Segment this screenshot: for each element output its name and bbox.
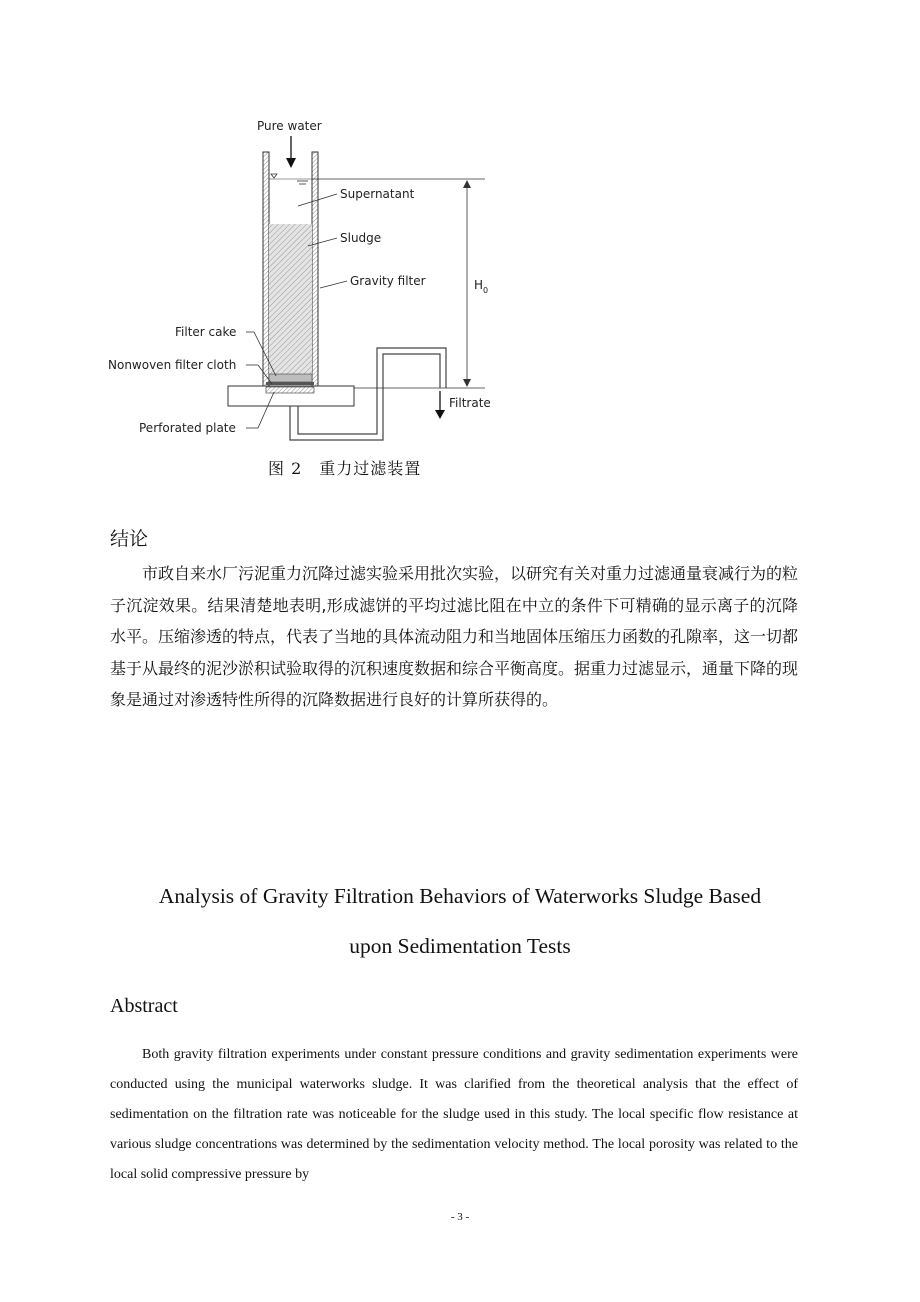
label-perforated-plate: Perforated plate bbox=[139, 421, 236, 435]
pure-water-arrow bbox=[286, 136, 296, 168]
label-h0-main: H bbox=[474, 278, 484, 292]
label-filter-cake: Filter cake bbox=[175, 325, 237, 339]
water-level-mark bbox=[269, 174, 312, 184]
abstract-heading: Abstract bbox=[110, 995, 178, 1017]
label-supernatant: Supernatant bbox=[340, 187, 415, 201]
conclusion-paragraph: 市政自来水厂污泥重力沉降过滤实验采用批次实验，以研究有关对重力过滤通量衰减行为的粒子沉淀效果。结果清楚地表明,形成滤饼的平均过滤比阻在中立的条件下可精确的显示离子的沉降水平。压缩渗透的特点，代表了当地的具体流动阻力和当地固体压缩压力函数的孔隙率，这一切都基于从最终的泥沙淤积试验取得的沉积速度数据和综合平衡高度。据重力过滤显示，通量下降的现象是通过对渗透特性所得的沉降数据进行良好的计算所获得的。 bbox=[110, 564, 799, 709]
sludge-region bbox=[269, 224, 312, 376]
label-h0-sub: 0 bbox=[483, 286, 489, 295]
filter-cloth bbox=[266, 382, 314, 385]
label-h0 bbox=[474, 278, 488, 295]
filtrate-arrow bbox=[435, 391, 445, 419]
abstract-paragraph: Both gravity filtration experiments under constant pressure conditions and gravity sedimentation experiments were conducted using the municipal waterworks sludge. It was clarified from the theoretical analysis that the effect of sedimentation on the filtration rate was noticeable for the sludge used in this study. The local specific flow resistance at various sludge concentrations was determined by the sedimentation velocity method. The local porosity was related to the local solid compressive pressure by bbox=[110, 1047, 798, 1182]
perforated-plate bbox=[266, 387, 314, 393]
label-sludge: Sludge bbox=[340, 231, 382, 245]
paper-title-line-1: Analysis of Gravity Filtration Behaviors of Waterworks Sludge Based bbox=[158, 884, 762, 908]
label-gravity-filter: Gravity filter bbox=[350, 274, 426, 288]
page-number: - 3 - bbox=[450, 1211, 470, 1223]
figure-caption: 图 2 重力过滤装置 bbox=[268, 459, 422, 478]
gravity-filtration-apparatus-figure bbox=[100, 108, 520, 453]
label-filtrate: Filtrate bbox=[449, 396, 491, 410]
label-nonwoven-filter-cloth: Nonwoven filter cloth bbox=[108, 358, 237, 372]
label-pure-water: Pure water bbox=[257, 119, 322, 133]
paper-title-line-2: upon Sedimentation Tests bbox=[349, 934, 571, 958]
conclusion-heading: 结论 bbox=[110, 528, 149, 550]
